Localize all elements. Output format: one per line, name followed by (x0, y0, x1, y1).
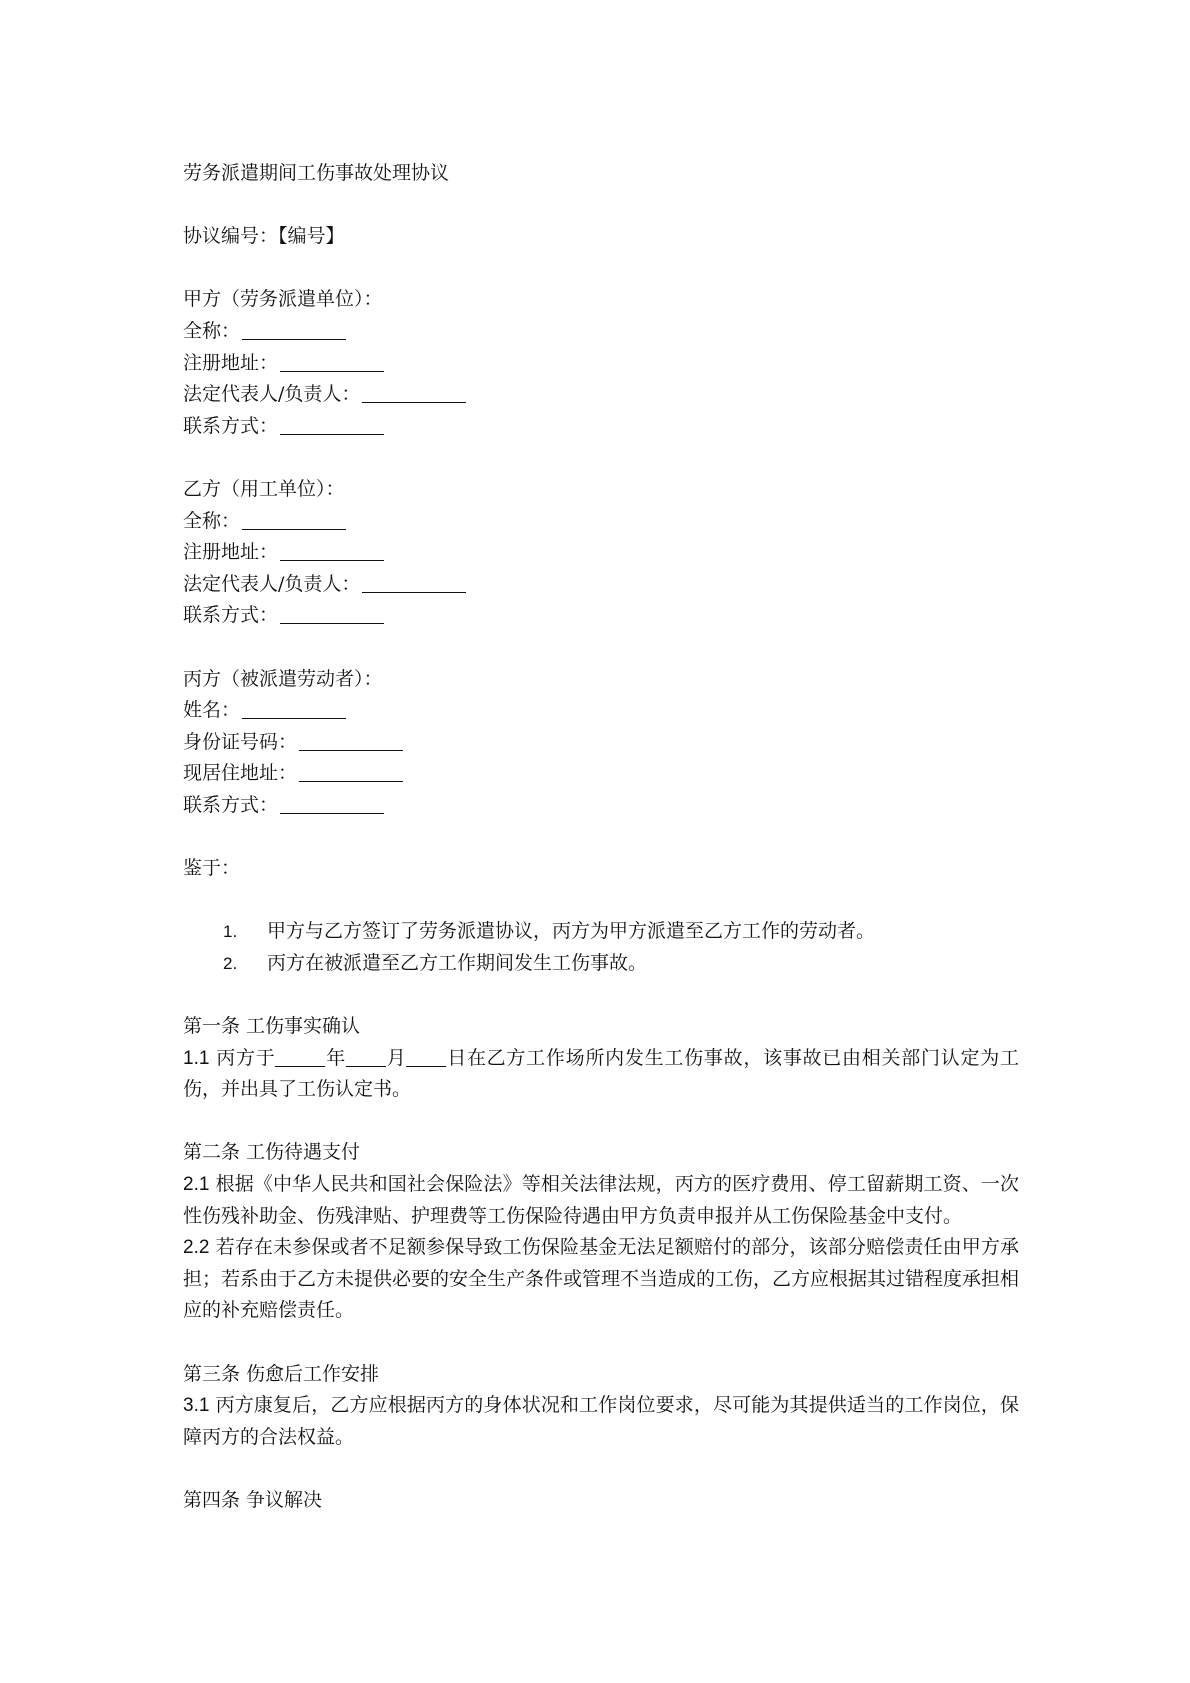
field-label: 联系方式： (183, 414, 279, 437)
document-title: 劳务派遣期间工伤事故处理协议 (183, 162, 450, 184)
article-2-heading: 第二条 工伤待遇支付 (183, 1141, 361, 1164)
year-blank[interactable] (275, 1046, 325, 1067)
field-label: 联系方式： (183, 604, 279, 627)
field-label: 注册地址： (183, 541, 279, 564)
list-number: 2. (223, 953, 238, 973)
field-label: 姓名： (183, 699, 241, 722)
party-a-name-field[interactable] (183, 316, 1019, 348)
party-c-address-field[interactable] (183, 758, 1019, 790)
document-page (183, 158, 1019, 1517)
agreement-number-label: 协议编号： (183, 225, 279, 248)
list-item (183, 948, 1019, 980)
article-3-clause-1 (183, 1390, 1019, 1453)
field-label: 联系方式： (183, 793, 279, 816)
article-4-heading: 第四条 争议解决 (183, 1488, 323, 1511)
article-2-clause-2 (183, 1232, 1019, 1327)
field-label: 全称： (183, 509, 241, 532)
blank-line[interactable] (280, 603, 384, 624)
agreement-number-value: 【编号】 (278, 225, 345, 248)
party-a-representative-field[interactable] (183, 379, 1019, 411)
clause-text: 若存在未参保或者不足额参保导致工伤保险基金无法足额赔付的部分，该部分赔偿责任由甲方承担；若系由于乙方未提供必要的安全生产条件或管理不当造成的工伤，乙方应根据其过错程度承担相应的补充赔偿责任。 (183, 1236, 1020, 1322)
blank-line[interactable] (242, 698, 346, 719)
list-item-text: 甲方与乙方签订了劳务派遣协议，丙方为甲方派遣至乙方工作的劳动者。 (267, 920, 876, 943)
field-label: 身份证号码： (183, 730, 298, 753)
clause-number: 2.2 (183, 1237, 210, 1259)
clause-text: 月 (385, 1046, 407, 1069)
clause-number: 2.1 (183, 1174, 210, 1195)
party-c-heading: 丙方（被派遣劳动者）： (183, 667, 383, 690)
clause-number: 3.1 (183, 1395, 210, 1417)
article-3-heading: 第三条 伤愈后工作安排 (183, 1362, 380, 1385)
party-b-name-field[interactable] (183, 506, 1019, 538)
blank-line[interactable] (362, 572, 466, 593)
blank-line[interactable] (280, 540, 384, 561)
party-c-contact-field[interactable] (183, 790, 1019, 822)
field-label: 全称： (183, 319, 241, 342)
party-b-representative-field[interactable] (183, 569, 1019, 601)
party-b-heading: 乙方（用工单位）： (183, 477, 345, 500)
blank-line[interactable] (242, 509, 346, 530)
day-blank[interactable] (406, 1046, 446, 1067)
field-label: 注册地址： (183, 351, 279, 374)
clause-text: 丙方康复后，乙方应根据丙方的身体状况和工作岗位要求，尽可能为其提供适当的工作岗位，保障丙方的合法权益。 (183, 1394, 1019, 1448)
party-a-heading: 甲方（劳务派遣单位）： (183, 288, 383, 311)
field-label: 现居住地址： (183, 762, 298, 785)
clause-number: 1.1 (183, 1047, 210, 1069)
blank-line[interactable] (280, 351, 384, 372)
blank-line[interactable] (280, 793, 384, 814)
party-a-contact-field[interactable] (183, 411, 1019, 443)
party-b-address-field[interactable] (183, 537, 1019, 569)
list-number: 1. (223, 922, 238, 942)
blank-line[interactable] (299, 761, 403, 782)
party-c-id-field[interactable] (183, 727, 1019, 759)
party-b-contact-field[interactable] (183, 600, 1019, 632)
blank-line[interactable] (299, 730, 403, 751)
party-a-address-field[interactable] (183, 348, 1019, 380)
whereas-label: 鉴于： (183, 857, 241, 880)
article-2-clause-1 (183, 1169, 1019, 1232)
article-1-heading: 第一条 工伤事实确认 (183, 1015, 361, 1038)
article-1-clause-1 (183, 1043, 1019, 1106)
clause-text: 日在乙方工作场所内发生工伤事故，该事故已由相关部门认定为工伤，并出具了工伤认定书。 (183, 1046, 1019, 1101)
list-item-text: 丙方在被派遣至乙方工作期间发生工伤事故。 (267, 951, 648, 974)
clause-text: 丙方于 (216, 1046, 276, 1069)
blank-line[interactable] (242, 319, 346, 340)
party-c-name-field[interactable] (183, 695, 1019, 727)
blank-line[interactable] (280, 414, 384, 435)
month-blank[interactable] (346, 1046, 386, 1067)
clause-text: 根据《中华人民共和国社会保险法》等相关法律法规，丙方的医疗费用、停工留薪期工资、一次性伤残补助金、伤残津贴、护理费等工伤保险待遇由甲方负责申报并从工伤保险基金中支付。 (183, 1173, 1019, 1227)
blank-line[interactable] (362, 382, 466, 403)
whereas-list (183, 916, 1019, 979)
list-item (183, 916, 1019, 948)
clause-text: 年 (325, 1046, 346, 1069)
field-label: 法定代表人/负责人： (183, 383, 361, 406)
field-label: 法定代表人/负责人： (183, 572, 361, 595)
agreement-number (183, 221, 1019, 253)
